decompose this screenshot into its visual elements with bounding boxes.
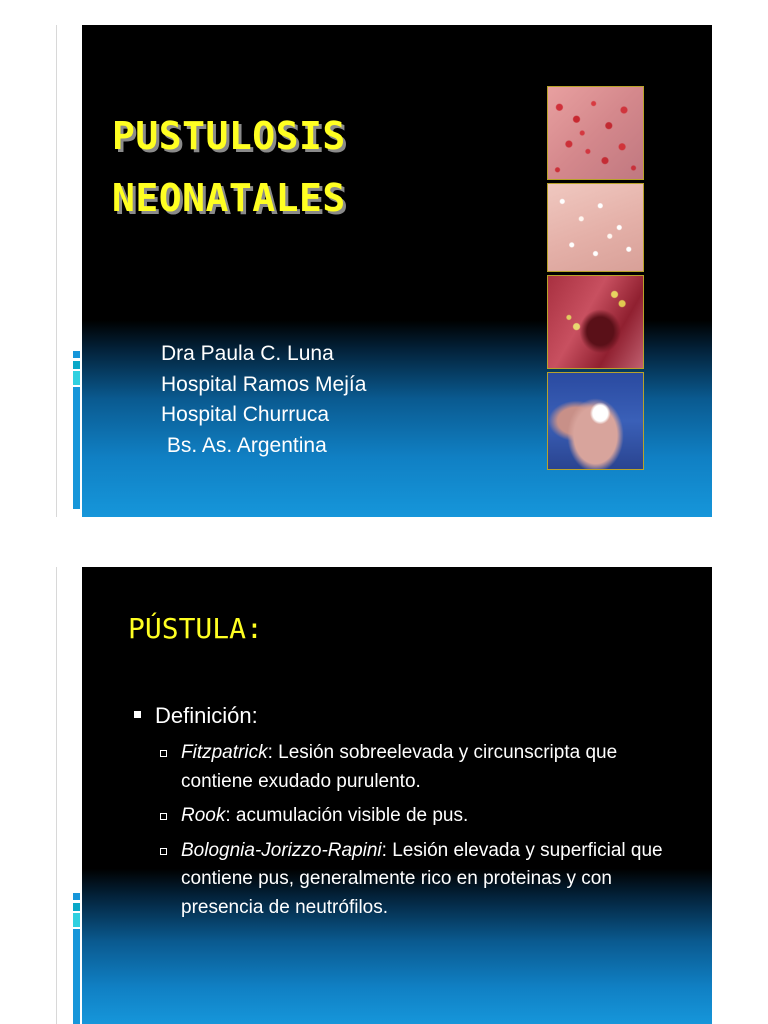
foot-lesion-photo xyxy=(547,372,644,470)
definition-source: Bolognia-Jorizzo-Rapini xyxy=(181,839,382,861)
slide2-side-decoration xyxy=(56,567,80,1024)
author-affiliation-1: Hospital Ramos Mejía xyxy=(161,372,367,396)
definition-item xyxy=(160,739,680,796)
slide1-side-decoration xyxy=(56,25,80,517)
slide-title: PÚSTULA: xyxy=(128,612,263,645)
definition-text: : Lesión elevada y superficial que contiene pus, generalmente rico en proteinas y con presencia de neutrófilos. xyxy=(181,839,663,918)
hollow-square-bullet-icon xyxy=(160,813,167,820)
title-slide xyxy=(82,25,712,517)
definition-item xyxy=(160,802,680,831)
definition-source: Fitzpatrick xyxy=(181,742,268,763)
title-line-2: NEONATALES xyxy=(112,176,346,220)
definition-item xyxy=(160,837,680,923)
author-name: Dra Paula C. Luna xyxy=(161,342,334,365)
definition-slide xyxy=(82,567,712,1024)
bullet-label: Definición: xyxy=(155,703,258,728)
definition-text: : acumulación visible de pus. xyxy=(225,805,469,826)
neonatal-skin-papules-photo xyxy=(547,183,644,272)
definition-source: Rook xyxy=(181,805,226,826)
author-affiliation-2: Hospital Churruca xyxy=(161,403,330,426)
presentation-title xyxy=(112,105,346,229)
hollow-square-bullet-icon xyxy=(160,750,167,757)
definition-text: : Lesión sobreelevada y circunscripta que contiene exudado purulento. xyxy=(181,742,618,792)
bullet-definicion xyxy=(134,703,258,729)
neonatal-pustules-photo xyxy=(547,86,644,180)
hollow-square-bullet-icon xyxy=(160,848,167,855)
title-line-1: PUSTULOSIS xyxy=(112,114,346,158)
author-block xyxy=(161,339,366,461)
square-bullet-icon xyxy=(134,711,141,718)
author-location: Bs. As. Argentina xyxy=(161,433,327,457)
definition-list xyxy=(160,739,680,928)
oral-mucosa-pustules-photo xyxy=(547,275,644,369)
